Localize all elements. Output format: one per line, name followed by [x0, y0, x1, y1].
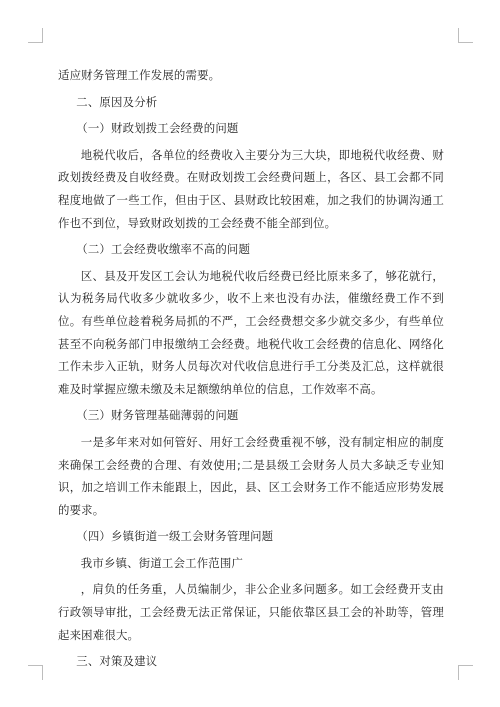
paragraph-continuation: 适应财务管理工作发展的需要。 [58, 68, 221, 82]
section-4-body: ，肩负的任务重，人员编制少，非公企业多问题多。如工会经费开支由行政领导审批，工会经费无法正常保证，只能依靠区县工会的补助等，管理起来困难很大。 [58, 582, 444, 642]
section-4-first-line: 我市乡镇、街道工会工作范围广 [80, 555, 244, 570]
crop-mark-bottom-left [28, 665, 43, 680]
section-1-body: 地税代收后，各单位的经费收入主要分为三大块，即地税代收经费、财政划拨经费及自收经费。在财政划拨工会经费问题上，各区、县工会都不同程度地做了一些工作，但由于区、县财政比较困难，加之我们的协调沟通工作也不到位，导致财政划拨的工会经费不能全部到位。 [58, 147, 444, 230]
section-4-title: （四）乡镇街道一级工会财务管理问题 [76, 529, 274, 544]
section-3-title: （三）财务管理基础薄弱的问题 [76, 408, 239, 423]
heading-countermeasures: 三、对策及建议 [76, 654, 158, 669]
section-1-title: （一）财政划拨工会经费的问题 [76, 121, 239, 136]
section-2-body: 区、县及开发区工会认为地税代收后经费已经比原来多了，够花就行，认为税务局代收多少就收多少，收不上来也没有办法，催缴经费工作不到位。有些单位趁着税务局抓的不严，工会经费想交多少就交多少，有些单位甚至不向税务部门申报缴纳工会经费。地税代收工会经费的信息化、网络化工作未步入正轨，财务人员每次对代收信息进行手工分类及汇总，这样就很难及时掌握应缴未缴及未足额缴纳单位的信息，工作效率不高。 [58, 268, 444, 396]
section-2-title: （二）工会经费收缴率不高的问题 [76, 242, 251, 257]
crop-mark-top-right [458, 28, 473, 43]
heading-causes-analysis: 二、原因及分析 [76, 94, 158, 109]
section-3-body: 一是多年来对如何管好、用好工会经费重视不够，没有制定相应的制度来确保工会经费的合理、有效使用;二是县级工会财务人员大多缺乏专业知识，加之培训工作未能跟上，因此，县、区工会财务工作不能适应形势发展的要求。 [58, 434, 444, 517]
crop-mark-top-left [28, 28, 43, 43]
document-body [58, 64, 444, 673]
crop-mark-bottom-right [458, 665, 473, 680]
